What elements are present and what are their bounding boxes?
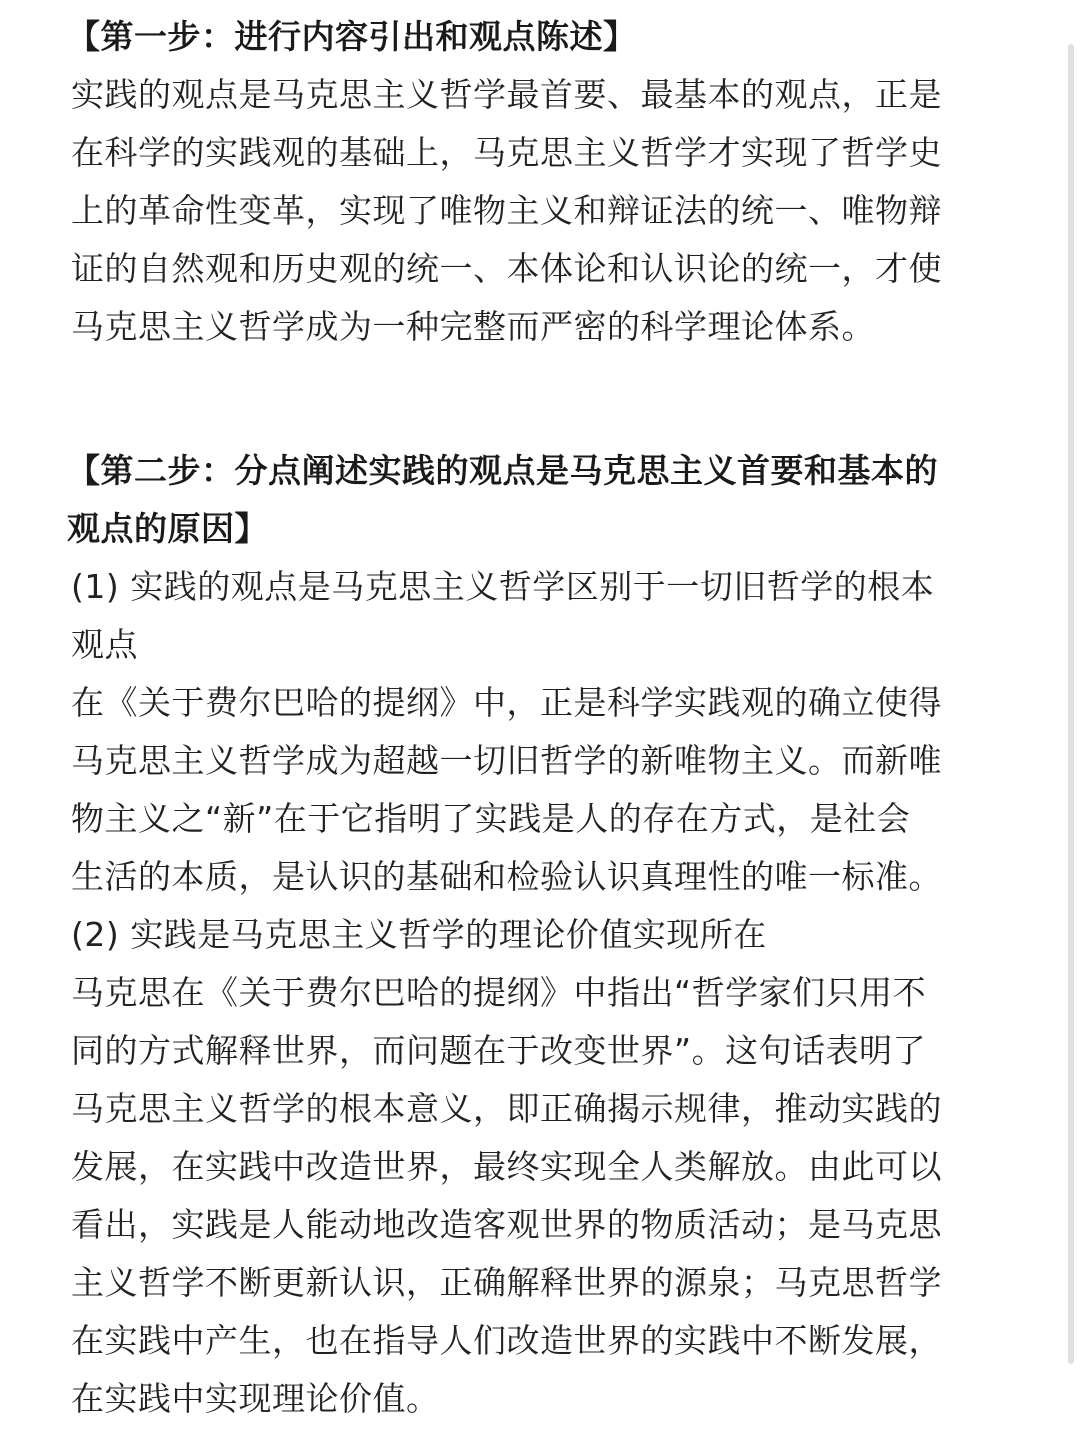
paragraph-line: 在《关于费尔巴哈的提纲》中，正是科学实践观的确立使得 — [71, 683, 942, 722]
section-1-paragraph — [71, 66, 1011, 356]
paragraph-line: 看出，实践是人能动地改造客观世界的物质活动；是马克思 — [71, 1205, 942, 1244]
paragraph-line: 在实践中产生，也在指导人们改造世界的实践中不断发展， — [71, 1321, 942, 1360]
point-title-line: (1) 实践的观点是马克思主义哲学区别于一切旧哲学的根本 — [71, 567, 935, 606]
paragraph-line: 马克思在《关于费尔巴哈的提纲》中指出“哲学家们只用不 — [71, 973, 927, 1012]
paragraph-line: 证的自然观和历史观的统一、本体论和认识论的统一，才使 — [71, 249, 942, 288]
section-1-heading: 【第一步：进行内容引出和观点陈述】 — [67, 17, 637, 56]
paragraph-line: 实践的观点是马克思主义哲学最首要、最基本的观点，正是 — [71, 75, 942, 114]
heading-line: 观点的原因】 — [67, 509, 268, 548]
paragraph-line: 发展，在实践中改造世界，最终实现全人类解放。由此可以 — [71, 1147, 942, 1186]
point-1-paragraph — [71, 674, 1011, 906]
point-1-title — [71, 558, 1011, 674]
point-title-line: 观点 — [71, 625, 138, 664]
paragraph-line: 物主义之“新”在于它指明了实践是人的存在方式，是社会 — [71, 799, 911, 838]
paragraph-line: 马克思主义哲学成为超越一切旧哲学的新唯物主义。而新唯 — [71, 741, 942, 780]
heading-line: 【第二步：分点阐述实践的观点是马克思主义首要和基本的 — [67, 451, 938, 490]
point-2-title — [71, 906, 1011, 964]
paragraph-line: 马克思主义哲学成为一种完整而严密的科学理论体系。 — [71, 307, 875, 346]
paragraph-line: 主义哲学不断更新认识，正确解释世界的源泉；马克思哲学 — [71, 1263, 942, 1302]
point-title-line: (2) 实践是马克思主义哲学的理论价值实现所在 — [71, 915, 767, 954]
paragraph-line: 马克思主义哲学的根本意义，即正确揭示规律，推动实践的 — [71, 1089, 942, 1128]
scrollbar-thumb[interactable] — [1068, 44, 1074, 1364]
section-2-heading — [67, 442, 1011, 558]
article-body — [67, 8, 1011, 1428]
point-2-paragraph — [71, 964, 1011, 1428]
paragraph-line: 在科学的实践观的基础上，马克思主义哲学才实现了哲学史 — [71, 133, 942, 172]
paragraph-line: 生活的本质，是认识的基础和检验认识真理性的唯一标准。 — [71, 857, 942, 896]
paragraph-line: 上的革命性变革，实现了唯物主义和辩证法的统一、唯物辩 — [71, 191, 942, 230]
vertical-scrollbar[interactable] — [1068, 44, 1074, 1384]
section-gap — [71, 356, 1011, 442]
paragraph-line: 同的方式解释世界，而问题在于改变世界”。这句话表明了 — [71, 1031, 927, 1070]
paragraph-line: 在实践中实现理论价值。 — [71, 1379, 440, 1418]
